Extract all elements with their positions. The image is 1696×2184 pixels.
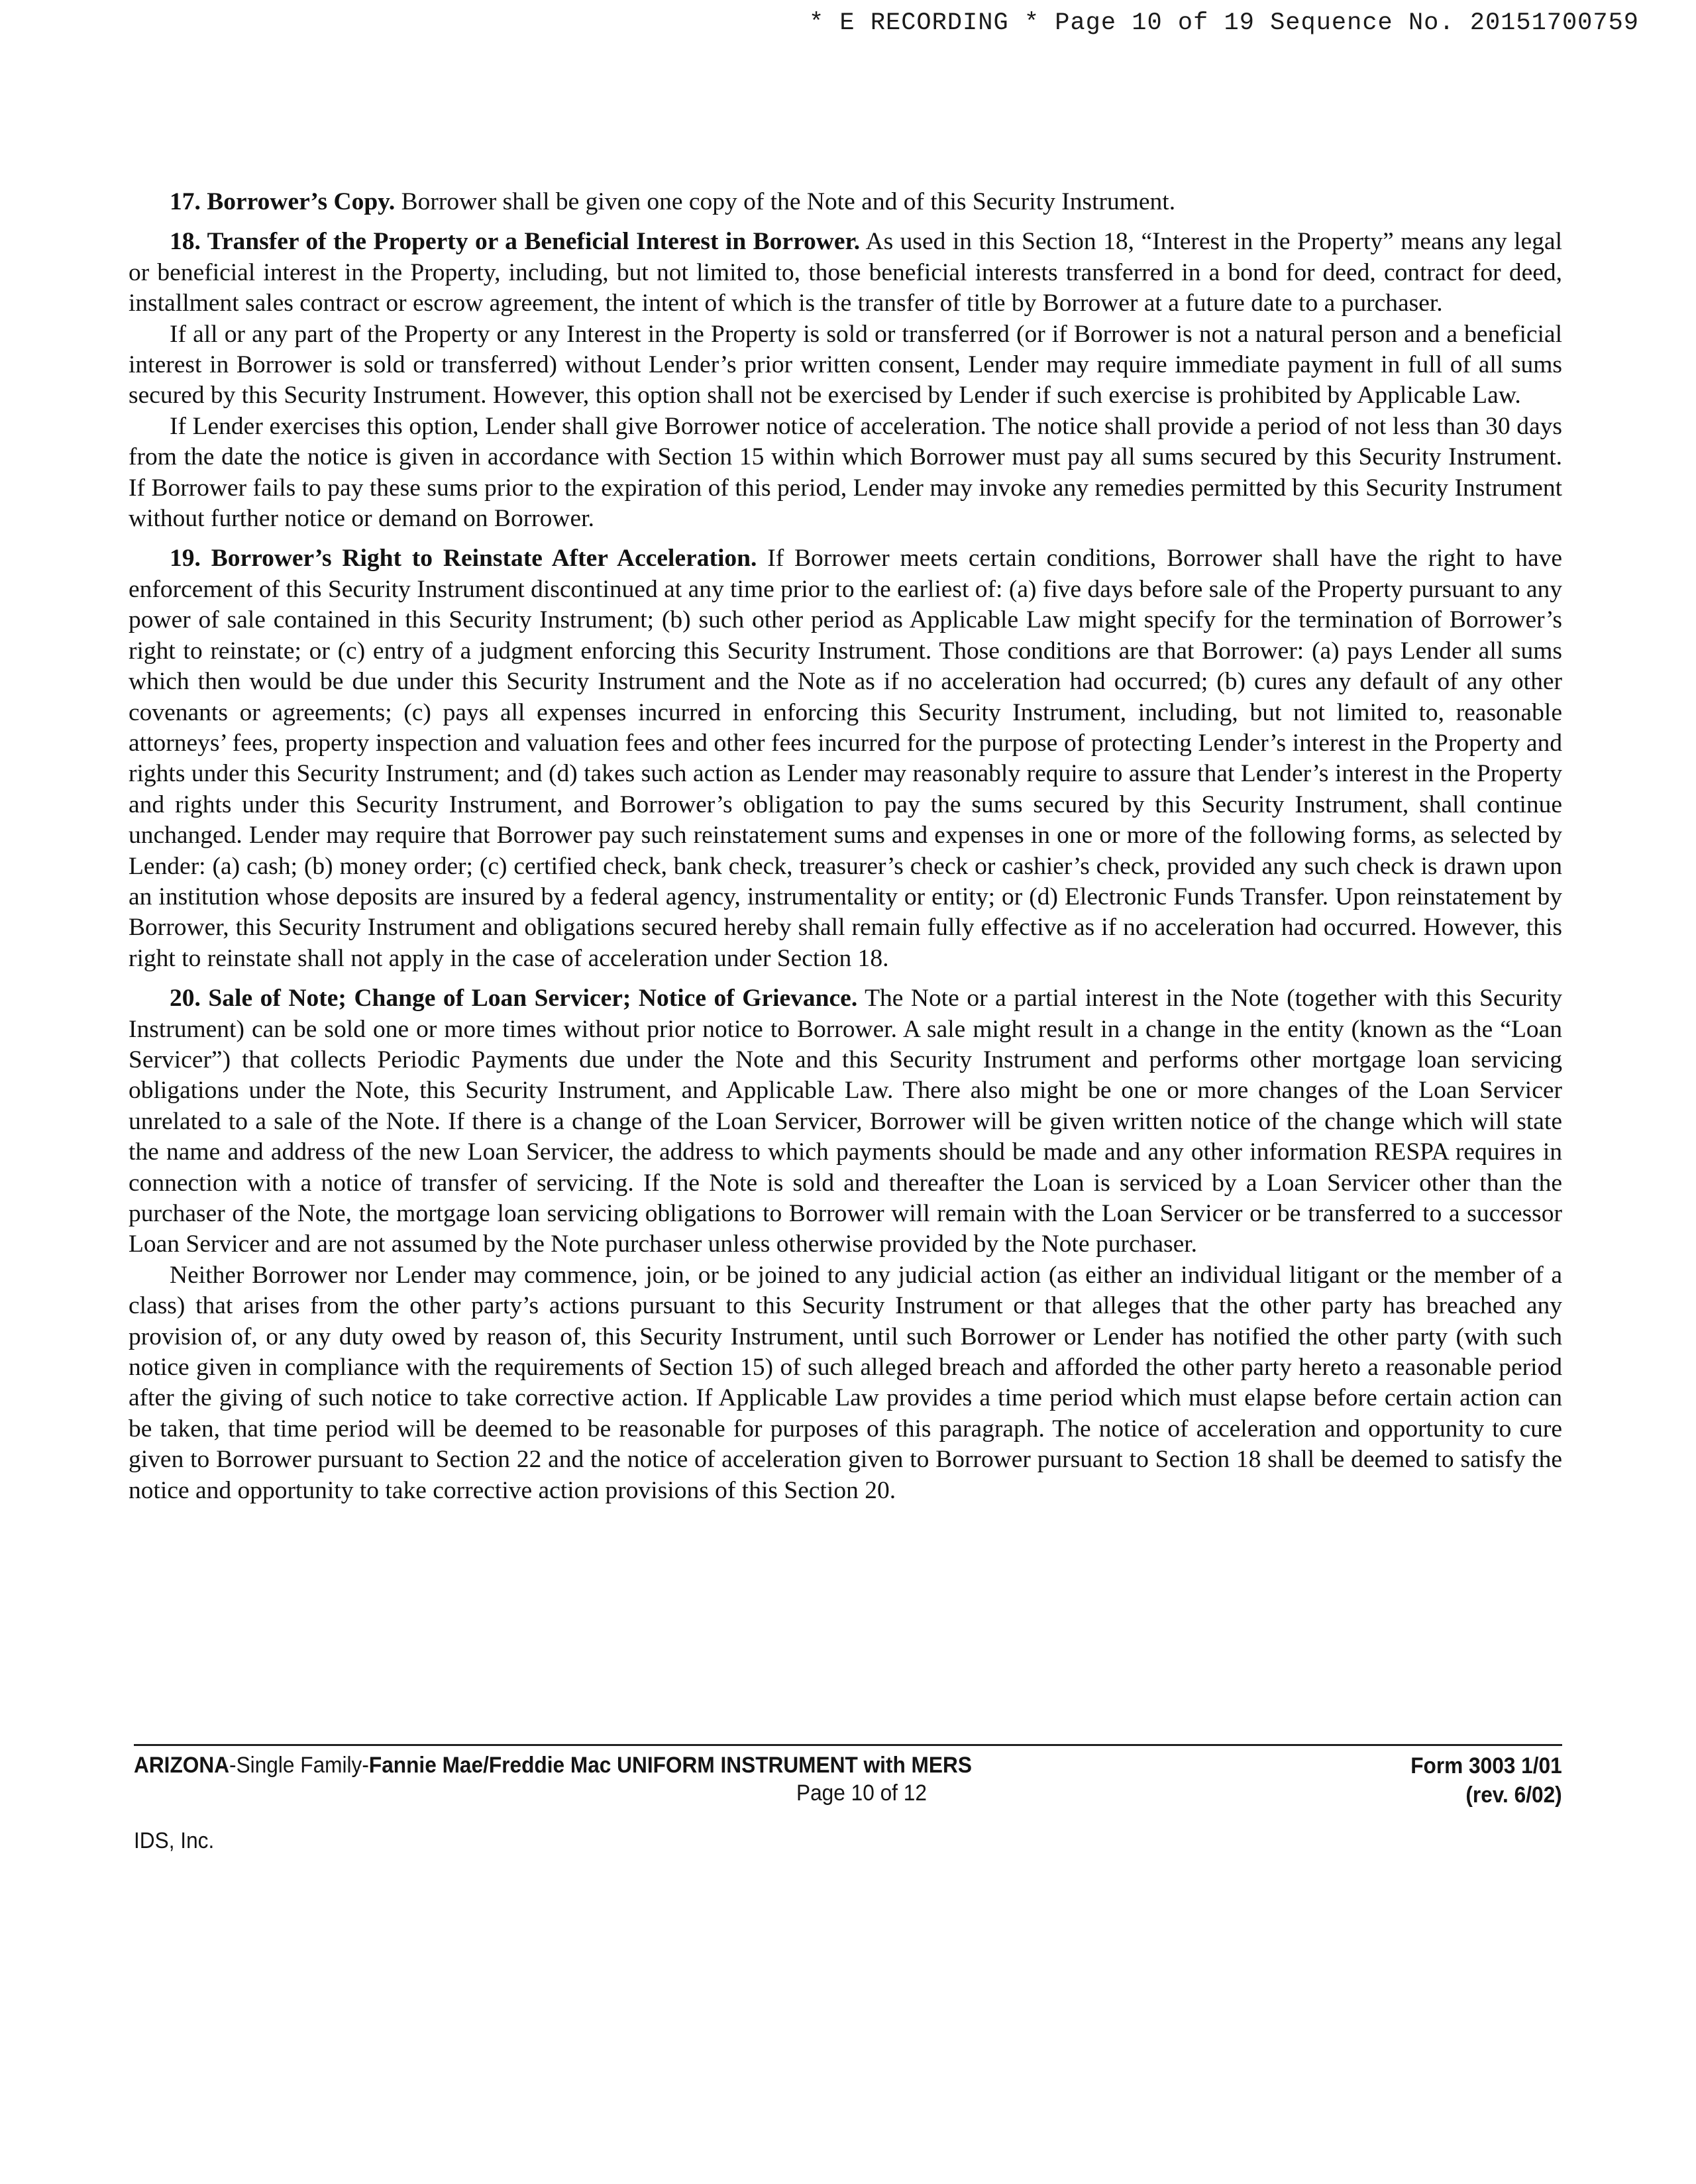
form-footer: [134, 1744, 1562, 1853]
recording-stamp: * E RECORDING * Page 10 of 19 Sequence No. 20151700759: [809, 9, 1639, 37]
form-state: ARIZONA: [134, 1753, 230, 1778]
section-18-heading: 18. Transfer of the Property or a Beneficial Interest in Borrower.: [170, 228, 861, 256]
section-20-text: The Note or a partial interest in the Note (together with this Security Instrument) can be sold one or more times without prior notice to Borrower. A sale might result in a change in the entity (known as the “Loan Servicer”) that collects Periodic Payments due under the Note and this Security Instrument and performs other mortgage loan servicing obligations under the Note, this Security Instrument, and Applicable Law. There also might be one or more changes of the Loan Servicer unrelated to a sale of the Note. If there is a change of the Loan Servicer, Borrower will be given written notice of the change which will state the name and address of the new Loan Servicer, the address to which payments should be made and any other information RESPA requires in connection with a notice of transfer of servicing. If the Note is sold and thereafter the Loan is serviced by a Loan Servicer other than the purchaser of the Note, the mortgage loan servicing obligations to Borrower will remain with the Loan Servicer or be transferred to a successor Loan Servicer and are not assumed by the Note purchaser unless otherwise provided by the Note purchaser.: [129, 985, 1562, 1258]
form-instrument: Fannie Mae/Freddie Mac UNIFORM INSTRUMENT with MERS: [368, 1753, 972, 1778]
section-17-heading: 17. Borrower’s Copy.: [170, 188, 396, 215]
form-number: Form 3003 1/01: [1410, 1753, 1562, 1778]
page-number: Page 10 of 12: [796, 1780, 927, 1806]
form-id: [1410, 1751, 1562, 1810]
section-19-heading: 19. Borrower’s Right to Reinstate After Acceleration.: [170, 545, 757, 573]
publisher: IDS, Inc.: [134, 1828, 215, 1853]
section-19-text: If Borrower meets certain conditions, Borrower shall have the right to have enforcement of this Security Instrument discontinued at any time prior to the earliest of: (a) five days before sale of the Property pursuant to any power of sale contained in this Security Instrument; (b) such other period as Applicable Law might specify for the termination of Borrower’s right to reinstate; or (c) entry of a judgment enforcing this Security Instrument. Those conditions are that Borrower: (a) pays Lender all sums which then would be due under this Security Instrument and the Note as if no acceleration had occurred; (b) cures any default of any other covenants or agreements; (c) pays all expenses incurred in enforcing this Security Instrument, including, but not limited to, reasonable attorneys’ fees, property inspection and valuation fees and other fees incurred for the purpose of protecting Lender’s interest in the Property and rights under this Security Instrument; and (d) takes such action as Lender may reasonably require to assure that Lender’s interest in the Property and rights under this Security Instrument, and Borrower’s obligation to pay the sums secured by this Security Instrument, shall continue unchanged. Lender may require that Borrower pay such reinstatement sums and expenses in one or more of the following forms, as selected by Lender: (a) cash; (b) money order; (c) certified check, bank check, treasurer’s check or cashier’s check, provided any such check is drawn upon an institution whose deposits are insured by a federal agency, instrumentality or entity; or (d) Electronic Funds Transfer. Upon reinstatement by Borrower, this Security Instrument and obligations secured hereby shall remain fully effective as if no acceleration had occurred. However, this right to reinstate shall not apply in the case of acceleration under Section 18.: [129, 545, 1563, 972]
form-revision: (rev. 6/02): [1465, 1782, 1562, 1808]
section-20: [129, 983, 1562, 1260]
section-18: [129, 227, 1562, 319]
section-20-paragraph-2: Neither Borrower nor Lender may commence, join, or be joined to any judicial action (as either an individual litigant or the member of a class) that arises from the other party’s actions pursuant to this Security Instrument or that alleges that the other party has breached any provision of, or any duty owed by reason of, this Security Instrument, until such Borrower or Lender has notified the other party (with such notice given in compliance with the requirements of Section 15) of such alleged breach and afforded the other party hereto a reasonable period after the giving of such notice to take corrective action. If Applicable Law provides a time period which must elapse before certain action can be taken, that time period will be deemed to be reasonable for purposes of this paragraph. The notice of acceleration and opportunity to cure given to Borrower pursuant to Section 22 and the notice of acceleration given to Borrower pursuant to Section 18 shall be deemed to satisfy the notice and opportunity to take corrective action provisions of this Section 20.: [129, 1261, 1562, 1504]
section-18-paragraph-3: If Lender exercises this option, Lender shall give Borrower notice of acceleration. The notice shall provide a period of not less than 30 days from the date the notice is given in accordance with Section 15 within which Borrower must pay all sums secured by this Security Instrument. If Borrower fails to pay these sums prior to the expiration of this period, Lender may invoke any remedies permitted by this Security Instrument without further notice or demand on Borrower.: [129, 412, 1562, 533]
document-body: [129, 187, 1562, 1506]
section-18-paragraph-2: If all or any part of the Property or any Interest in the Property is sold or transferred (or if Borrower is not a natural person and a beneficial interest in Borrower is sold or transferred) without Lender’s prior written consent, Lender may require immediate payment in full of all sums secured by this Security Instrument. However, this option shall not be exercised by Lender if such exercise is prohibited by Applicable Law.: [129, 320, 1562, 410]
form-title: [134, 1753, 972, 1778]
section-18-text: As used in this Section 18, “Interest in the Property” means any legal or beneficial interest in the Property, including, but not limited to, those beneficial interests transferred in a bond for deed, contract for deed, installment sales contract or escrow agreement, the intent of which is the transfer of title by Borrower at a future date to a purchaser.: [129, 228, 1562, 317]
section-17: [129, 187, 1562, 217]
section-17-text: Borrower shall be given one copy of the Note and of this Security Instrument.: [395, 188, 1176, 215]
form-family: -Single Family-: [229, 1753, 369, 1778]
section-20-heading: 20. Sale of Note; Change of Loan Servicer; Notice of Grievance.: [170, 985, 858, 1012]
section-19: [129, 543, 1562, 974]
